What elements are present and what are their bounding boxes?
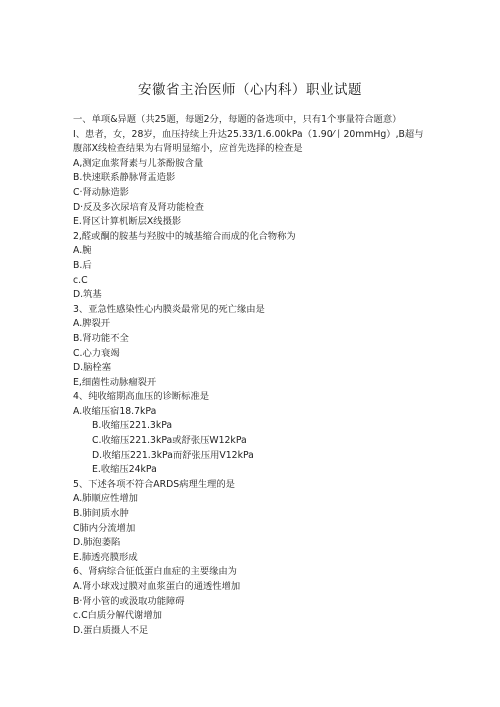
text-line: B.后 [73,259,92,271]
text-line: C.心力衰竭 [73,347,120,359]
text-line: D.脑栓塞 [73,362,112,374]
text-line: A,测定血浆肾素与儿茶酚胺含量 [73,157,204,169]
text-line: B.肾功能不全 [73,332,129,344]
text-line: I、患者，女，28岁，血压持续上升达25.33/1.6.00kPa（1.90⁄丨20mmHg）,B超与 [73,128,424,140]
text-line: 6、肾病综合征低蛋白血症的主要缘由为 [73,566,237,578]
text-line: C.收缩压221.3kPa或舒张压W12kPa [92,435,247,447]
text-line: A.脾裂开 [73,318,111,330]
text-line: D.收缩压221.3kPa而舒张压用V12kPa [92,449,254,461]
text-line: c.C白质分解代谢增加 [73,610,162,622]
text-line: A.腕 [73,245,92,257]
text-line: D.肺泡萎陷 [73,537,121,549]
text-line: D·反及多次尿培育及肾功能检查 [73,201,204,213]
text-line: D.筑基 [73,289,102,301]
text-line: E.肾区计算机断层X线摄影 [73,216,182,228]
text-line: 5、下述各项不符合ARDS病理生理的是 [73,478,235,490]
text-line: B·肾小管的或汲取功能障碍 [73,595,185,607]
text-line: 腹部X线检查结果为右肾明显缩小，应首先选择的检查是 [73,143,303,155]
text-line: E.肺透亮膜形成 [73,551,138,563]
text-line: 一、单项&异题（共25题，每题2分，每题的备选项中，只有1个事量符合题意） [73,114,402,125]
document-body [73,113,473,638]
text-line: E.收缩压24kPa [92,464,157,476]
text-line: B.快速联系静脉肾盂造影 [73,172,176,184]
text-line: A.肾小球戏过膜对血浆蛋白的通透性增加 [73,581,241,592]
page-title: 安徽省主治医师（心内科）职业试题 [138,82,362,98]
text-line: c.C [73,274,88,286]
text-line: A.收缩压宿18.7kPa [73,405,157,417]
text-line: 3、亚急性感染性心内膜炎最常见的死亡缘由是 [73,303,265,315]
text-line: B.肺间质水肿 [73,508,129,520]
text-line: A.肺顺应性增加 [73,493,138,505]
text-line: 2,醛或酮的胺基与羟胺中的城基缩合而成的化合物称为 [73,230,296,242]
text-line: C肺内分流增加 [73,522,136,534]
text-line: B.收缩压221.3kPa [92,420,173,432]
text-line: D.蛋白质摄人不足 [73,624,149,636]
text-line: 4、纯收缩期高血压的诊断标准是 [73,391,210,403]
text-line: E,细菌性动脉瘤裂开 [73,376,157,388]
text-line: C·肾动脉造影 [73,186,129,198]
